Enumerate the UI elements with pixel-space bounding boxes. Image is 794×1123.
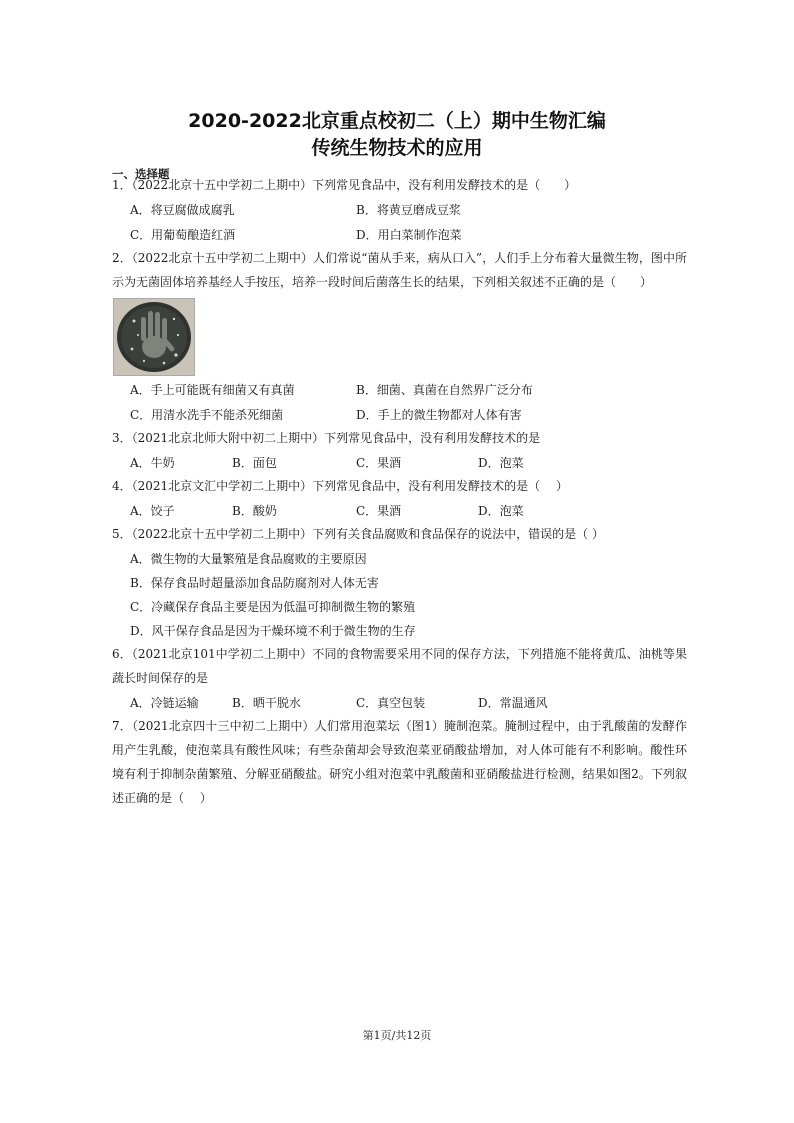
question-1-option-d: D．用白菜制作泡菜 xyxy=(356,228,462,242)
question-7-stem: 7．（2021北京四十三中初二上期中）人们常用泡菜坛（图1）腌制泡菜。腌制过程中，由于乳酸菌的发酵作用产生乳酸，使泡菜具有酸性风味；有些杂菌却会导致泡菜亚硝酸盐增加，对人体可能有不利影响。酸性环境有利于抑制杂菌繁殖、分解亚硝酸盐。研究小组对泡菜中乳酸菌和亚硝酸盐进行检测，结果如图2。下列叙述正确的是（ ） xyxy=(112,719,687,805)
section-heading: 一、选择题 xyxy=(112,167,170,181)
question-6-option-a: A．冷链运输 xyxy=(130,696,199,710)
page-footer: 第1页/共12页 xyxy=(362,1029,432,1042)
question-3-option-c: C．果酒 xyxy=(356,456,402,470)
question-3-stem: 3．（2021北京北师大附中初二上期中）下列常见食品中，没有利用发酵技术的是 xyxy=(112,431,541,445)
handprint-culture-image xyxy=(113,298,195,376)
question-1-option-b: B．将黄豆磨成豆浆 xyxy=(356,203,461,217)
question-2-stem: 2．（2022北京十五中学初二上期中）人们常说“菌从手来，病从口入”，人们手上分布着大量微生物，图中所示为无菌固体培养基经人手按压，培养一段时间后菌落生长的结果，下列相关叙述不正确的是（ ） xyxy=(112,251,687,289)
question-3-option-b: B．面包 xyxy=(232,456,277,470)
question-2-option-b: B．细菌、真菌在自然界广泛分布 xyxy=(356,383,533,397)
question-2-option-d: D．手上的微生物都对人体有害 xyxy=(356,408,522,422)
question-2-option-a: A．手上可能既有细菌又有真菌 xyxy=(130,383,295,397)
question-5-stem: 5．（2022北京十五中学初二上期中）下列有关食品腐败和食品保存的说法中，错误的是（ ） xyxy=(112,527,604,541)
question-5-option-b: B．保存食品时超量添加食品防腐剂对人体无害 xyxy=(130,576,379,590)
question-1-stem: 1．（2022北京十五中学初二上期中）下列常见食品中，没有利用发酵技术的是（ ） xyxy=(112,178,577,192)
question-4-stem: 4．（2021北京文汇中学初二上期中）下列常见食品中，没有利用发酵技术的是（ ） xyxy=(112,479,568,493)
question-4-option-d: D．泡菜 xyxy=(478,504,524,518)
question-1-option-a: A．将豆腐做成腐乳 xyxy=(130,203,235,217)
question-6-stem: 6．（2021北京101中学初二上期中）不同的食物需要采用不同的保存方法，下列措施不能将黄瓜、油桃等果蔬长时间保存的是 xyxy=(112,647,687,685)
question-3-option-a: A．牛奶 xyxy=(130,456,175,470)
question-6-option-c: C．真空包装 xyxy=(356,696,426,710)
question-5-option-a: A．微生物的大量繁殖是食品腐败的主要原因 xyxy=(130,552,367,566)
question-4-option-b: B．酸奶 xyxy=(232,504,277,518)
question-6-option-d: D．常温通风 xyxy=(478,696,548,710)
question-6-option-b: B．晒干脱水 xyxy=(232,696,301,710)
handprint-petri-dish-icon xyxy=(114,299,194,375)
question-5-option-c: C．冷藏保存食品主要是因为低温可抑制微生物的繁殖 xyxy=(130,600,416,614)
question-3-option-d: D．泡菜 xyxy=(478,456,524,470)
page-title: 2020-2022北京重点校初二（上）期中生物汇编 xyxy=(188,110,606,132)
question-2-option-c: C．用清水洗手不能杀死细菌 xyxy=(130,408,284,422)
question-4-option-c: C．果酒 xyxy=(356,504,402,518)
page-subtitle: 传统生物技术的应用 xyxy=(311,137,483,159)
question-5-option-d: D．风干保存食品是因为干燥环境不利于微生物的生存 xyxy=(130,624,416,638)
question-1-option-c: C．用葡萄酿造红酒 xyxy=(130,228,236,242)
question-4-option-a: A．饺子 xyxy=(130,504,175,518)
